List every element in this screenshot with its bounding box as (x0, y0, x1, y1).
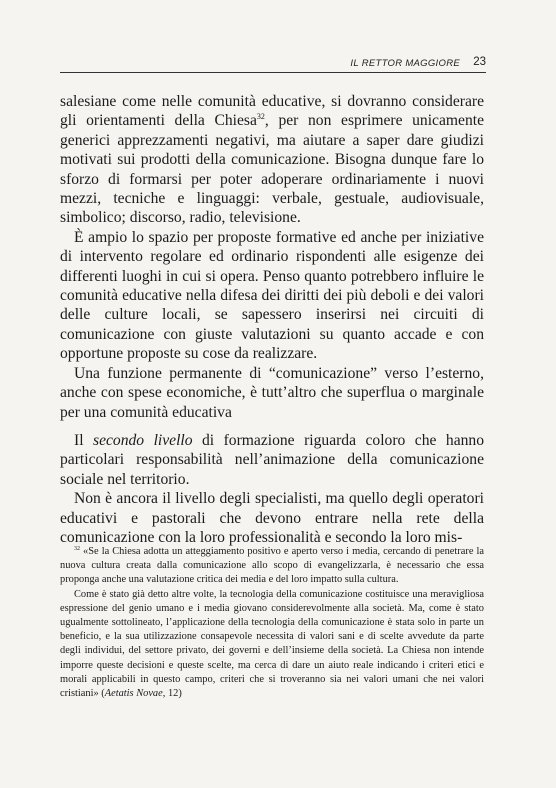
running-head (60, 56, 486, 73)
page-number: 23 (473, 56, 486, 68)
paragraph-2: È ampio lo spazio per proposte formative ed anche per iniziative di intervento regolare ed ordinario rispondenti alle esigenze dei differenti luoghi in cui si opera. Penso quanto potrebbero influire le comunità educative nella difesa dei diritti dei più deboli e dei valori delle culture locali, se sapessero inserirsi nei circuiti di comunicazione con giuste valutazioni su quanto accade e con opportune proposte su cose da realizzare. (60, 228, 484, 363)
footnotes (60, 545, 484, 701)
footnote-source: Aetatis Novae (104, 688, 163, 700)
paragraph-3: Una funzione permanente di “comunicazione” verso l’esterno, anche con spese economiche, è tutt’altro che superflua o marginale per una comunità educativa (60, 364, 484, 421)
paragraph-5: Non è ancora il livello degli specialisti, ma quello degli operatori educativi e pastorali che devono entrare nella rete della comunicazione con la loro professionalità e secondo la loro mis- (60, 490, 484, 546)
body-text (60, 92, 484, 547)
footnote-source-tail: , 12) (162, 688, 182, 700)
footnote-reference: 32 (256, 112, 265, 122)
footnote-32-continued (60, 588, 484, 702)
paragraph-1-text-a: salesiane come nelle comunità educative, si dovranno considerare gli orientamenti della Chiesa (60, 93, 484, 130)
paragraph-4-emphasis: secondo livello (93, 431, 193, 449)
paragraph-4-post: di formazione riguarda coloro che hanno particolari responsabilità nell’animazione della comunicazione sociale nel territorio. (60, 431, 485, 488)
paragraph-4 (60, 431, 484, 489)
paragraph-1-text-b: , per non esprimere unicamente generici apprezzamenti negativi, ma aiutare a saper dare giudizi motivati sui prodotti della comunicazione. Bisogna dunque fare lo sforzo di formarsi per poter adoperare ordinariamente i nuovi mezzi, tecniche e linguaggi: verbale, gestuale, audiovisuale, simbolico; discorso, radio, televisione. (60, 112, 484, 227)
footnote-32-text-2: Come è stato già detto altre volte, la tecnologia della comunicazione costituisce una meravigliosa espressione del genio umano e i media giovano considerevolmente alla società. Ma, come è stato ugualmente sottolineato, l’applicazione della tecnologia della comunicazione è stata solo in parte un beneficio, e la sua utilizzazione consapevole necessita di valori sani e di scelte avvedute da parte degli individui, del settore privato, dei governi e dell’insieme della società. La Chiesa non intende imporre queste decisioni e queste scelte, ma cerca di dare un aiuto reale indicando i criteri etici e morali applicabili in questo campo, criteri che si troveranno sia nei valori umani che nei valori cristiani» ( (60, 588, 484, 700)
footnote-mark: 32 (74, 546, 80, 552)
paragraph-1 (60, 92, 484, 228)
running-title: IL RETTOR MAGGIORE (350, 58, 460, 69)
paragraph-4-pre: Il (74, 431, 93, 449)
footnote-32 (60, 545, 484, 588)
footnote-32-text: «Se la Chiesa adotta un atteggiamento positivo e aperto verso i media, cercando di penetrare la nuova cultura creata dalla comunicazione allo scopo di evangelizzarla, è necessario che essa proponga anche una valutazione critica dei media e del loro impatto sulla cultura. (60, 546, 484, 586)
